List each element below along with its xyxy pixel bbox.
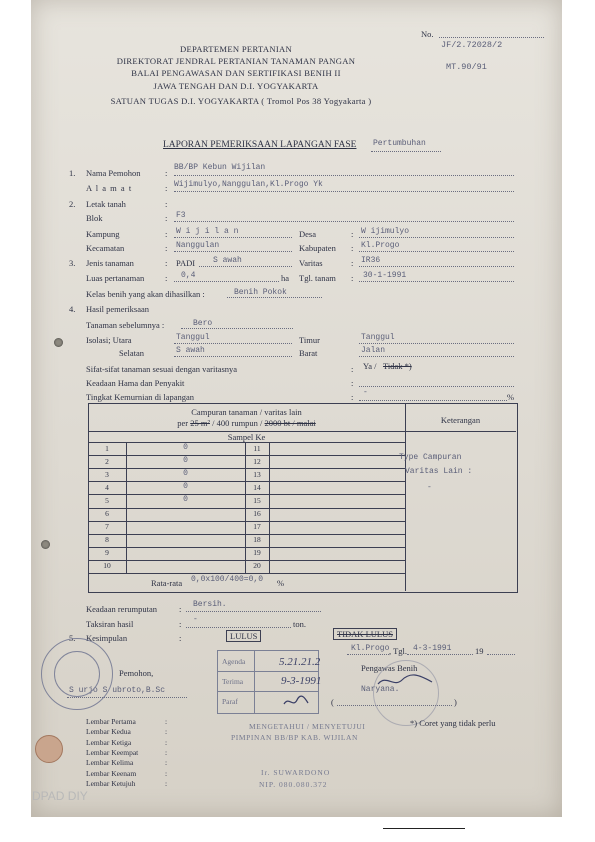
approval-stamp-name: Ir. SUWARDONO [261, 768, 331, 777]
rerumputan-value: Bersih. [193, 600, 227, 609]
timur-value: Tanggul [361, 333, 395, 342]
sifat-ya: Ya / [363, 361, 377, 371]
pemohon-name: S urjo S ubroto,B.Sc [69, 686, 166, 695]
table-row-value: 0 [183, 494, 188, 504]
varitas-value: IR36 [361, 256, 381, 265]
item-number-4: 4. [69, 304, 76, 314]
punch-hole-top [54, 338, 63, 347]
document-page: No. JF/2.72028/2 MT.90/91 DEPARTEMEN PERTANIAN DIREKTORAT JENDRAL PERTANIAN TANAMAN PANGAN BALAI PENGAWASAN DAN SERTIFIKASI BENIH II JAWA TENGAH DAN D.I. YOGYAKARTA SATUAN TUGAS D.I. YOGYAKARTA ( Tromol Pos 38 Yogyakarta ) LAPORAN PEMERIKSAAN LAPANGAN FASE Pertumbuhan 1. Nama Pemohon : BB/BP Kebun Wijilan A l a m a t : Wijimulyo,Nanggulan,Kl.Progo Yk 2. Letak tanah : Blok : F3 Kampung : W i j i l a n Desa : W ijimulyo Kecamatan : Nanggulan Kabupaten : Kl.Progo 3. Jenis tanaman : PADI S awah Varitas : IR36 Luas pertanaman : 0,4 ha Tgl. tanam : 30-1-1991 Kelas benih yang akan dihasilkan : Benih Pokok 4. Hasil pemeriksaan Tanaman sebelumnya : Bero Isolasi; Utara Tanggul Timur Tanggul Selatan S awah Barat Jalan Sifat-sifat tanaman sesuai dengan varitasnya : Ya / Tidak *) Keadaan Hama dan Penyakit : Tingkat Kemurnian di lapangan : - % Campuran tanaman / varitas lain per 25 m² / 400 rumpun / 2000 bt / malai Keterangan Sampel Ke 1 0 2 0 3 0 4 0 5 0 6 7 8 9 10 11 12 13 14 15 16 17 18 19 20 Rata-rata 0,0x100/400=0,0 % Type Campuran Varitas Lain : - Keadaan rerumputan : Bersih. Taksiran hasil : - ton. 5. Kesimpulan : LULUS TIDAK LULUS Kl.Progo , Tgl. 4-3-1991 19 Pengawas Benih Naryana. ( ) Pemohon, S urjo S ubroto,B.Sc Agenda Terima Paraf 5.21.21.2 9-3-1991 MENGETAHUI / MENYETUJUI PIMPINAN BB/BP KAB. WIJILAN Ir. SUWARDONO NIP. 080.080.372 *) Coret yang tidak perlu Lembar Pertama : Lembar Kedua : Lembar Ketiga : Lembar Keempat : Lembar Kelima : Lembar Keenam : Lembar Ketujuh : [31, 0, 562, 817]
table-head-line-2: per 25 m² / 400 rumpun / 2000 bt / malai [177, 418, 316, 428]
item-number-1: 1. [69, 168, 76, 178]
tgl-value: 4-3-1991 [413, 644, 452, 653]
table-row-number: 1 [105, 443, 109, 453]
nama-pemohon-label: Nama Pemohon [86, 168, 141, 178]
paraf-label: Paraf [222, 697, 238, 706]
table-row-number: 5 [105, 495, 109, 505]
year-prefix: 19 [475, 646, 484, 656]
item-number-3: 3. [69, 258, 76, 268]
table-row-value: 0 [183, 468, 188, 478]
rata-rata-label: Rata-rata [151, 578, 183, 588]
header-line-1: DEPARTEMEN PERTANIAN [179, 44, 293, 54]
header-line-2: DIREKTORAT JENDRAL PERTANIAN TANAMAN PANGAN [116, 56, 356, 66]
tgl-tanam-label: Tgl. tanam [299, 273, 336, 283]
lembar-item: Lembar Keenam [86, 768, 137, 778]
keterangan-note-2: Varitas Lain : [405, 467, 473, 476]
varitas-label: Varitas [299, 258, 323, 268]
lembar-colon: : [165, 717, 168, 726]
sifat-tidak: Tidak *) [383, 361, 412, 371]
hama-label: Keadaan Hama dan Penyakit [86, 378, 185, 388]
table-row-number: 17 [253, 522, 261, 532]
letak-tanah-label: Letak tanah [86, 199, 126, 209]
lembar-item: Lembar Pertama [86, 717, 136, 726]
table-row-number: 20 [253, 561, 261, 571]
punch-hole-bottom [41, 540, 50, 549]
kelas-benih-value: Benih Pokok [234, 288, 287, 297]
table-row-number: 19 [253, 548, 261, 558]
lembar-item: Lembar Ketiga [86, 737, 132, 747]
kemurnian-value: - [363, 388, 368, 397]
sifat-label: Sifat-sifat tanaman sesuai dengan varitasnya [86, 364, 238, 374]
blok-value: F3 [176, 211, 186, 220]
jenis-tanaman-prefix: PADI [176, 258, 196, 268]
desa-value: W ijimulyo [361, 227, 410, 236]
header-line-4: JAWA TENGAH DAN D.I. YOGYAKARTA [153, 81, 319, 91]
agenda-label: Agenda [222, 657, 246, 666]
kesimpulan-label: Kesimpulan [86, 633, 128, 643]
selatan-label: Selatan [119, 348, 145, 358]
taksiran-label: Taksiran hasil [86, 619, 134, 629]
lembar-colon: : [165, 747, 168, 757]
round-seal-right [373, 660, 439, 726]
table-row-value: 0 [183, 481, 188, 491]
lembar-colon: : [165, 758, 168, 768]
lembar-colon: : [165, 727, 168, 737]
tanaman-sebelumnya-value: Bero [193, 319, 213, 328]
kampung-label: Kampung [86, 229, 120, 239]
table-head-line-1: Campuran tanaman / varitas lain [191, 407, 302, 417]
lembar-item: Lembar Keempat [86, 747, 139, 757]
lembar-colon: : [165, 768, 168, 778]
tanaman-sebelumnya-label: Tanaman sebelumnya : [86, 320, 165, 330]
table-row-value: 0 [183, 442, 188, 452]
table-row-number: 18 [253, 535, 261, 545]
table-row-number: 12 [253, 456, 261, 466]
kampung-value: W i j i l a n [176, 227, 239, 236]
tgl-label: , Tgl. [389, 646, 408, 656]
table-row-number: 6 [105, 509, 109, 518]
luas-unit: ha [281, 273, 290, 283]
jenis-tanaman-value: S awah [213, 256, 242, 265]
header-line-3: BALAI PENGAWASAN DAN SERTIFIKASI BENIH II [131, 68, 341, 78]
item-number-5: 5. [69, 633, 76, 643]
kabupaten-label: Kabupaten [299, 243, 336, 253]
kemurnian-label: Tingkat Kemurnian di lapangan [86, 392, 195, 402]
place-value: Kl.Progo [351, 644, 390, 653]
item-number-2: 2. [69, 199, 76, 209]
tgl-tanam-value: 30-1-1991 [363, 271, 407, 280]
blok-label: Blok [86, 213, 103, 223]
pemohon-label: Pemohon, [119, 668, 154, 678]
table-row-number: 8 [105, 535, 109, 545]
paraf-signature [281, 694, 311, 708]
report-title: LAPORAN PEMERIKSAAN LAPANGAN FASE [163, 140, 357, 150]
nama-pemohon-value: BB/BP Kebun Wijilan [174, 163, 266, 172]
kelas-benih-label: Kelas benih yang akan dihasilkan : [86, 289, 205, 299]
lembar-item: Lembar Ketujuh [86, 778, 136, 788]
hasil-pemeriksaan-label: Hasil pemeriksaan [86, 304, 150, 314]
luas-value: 0,4 [181, 271, 196, 280]
barat-label: Barat [299, 348, 318, 358]
jenis-tanaman-label: Jenis tanaman [86, 258, 134, 268]
alamat-value: Wijimulyo,Nanggulan,Kl.Progo Yk [174, 180, 323, 189]
pengawas-label: Pengawas Benih [361, 663, 418, 673]
rata-rata-unit: % [277, 578, 285, 588]
emblem-stamp [35, 735, 63, 763]
table-row-number: 7 [105, 522, 109, 532]
approval-stamp-line-2: PIMPINAN BB/BP KAB. WIJILAN [231, 733, 359, 742]
table-row-number: 10 [103, 561, 111, 571]
table-row-number: 15 [253, 495, 261, 505]
table-row-number: 4 [105, 482, 109, 492]
kabupaten-value: Kl.Progo [361, 241, 400, 250]
agenda-value: 5.21.21.2 [279, 656, 321, 668]
barat-value: Jalan [361, 346, 386, 355]
sampel-ke-header: Sampel Ke [227, 432, 266, 442]
rerumputan-label: Keadaan rerumputan [86, 604, 158, 614]
lembar-item: Lembar Kedua [86, 727, 131, 737]
pengawas-signature [376, 672, 436, 690]
terima-value: 9-3-1991 [281, 675, 322, 687]
table-row-number: 9 [105, 548, 109, 558]
header-line-5: SATUAN TUGAS D.I. YOGYAKARTA ( Tromol Pos 38 Yogyakarta ) [110, 96, 372, 106]
round-seal-left [41, 638, 113, 710]
lulus-box: LULUS [226, 630, 261, 642]
kecamatan-value: Nanggulan [176, 241, 220, 250]
coret-note: *) Coret yang tidak perlu [410, 718, 496, 728]
kemurnian-unit: % [507, 392, 515, 402]
keterangan-note-3: - [427, 483, 432, 492]
alamat-label: A l a m a t [86, 183, 133, 193]
lembar-colon: : [165, 778, 168, 788]
table-row-number: 2 [105, 456, 109, 466]
table-row-number: 11 [253, 443, 261, 453]
tidak-lulus-box: TIDAK LULUS [333, 628, 397, 640]
table-row-number: 3 [105, 469, 109, 479]
desa-label: Desa [299, 229, 316, 239]
selatan-value: S awah [176, 346, 205, 355]
utara-value: Tanggul [176, 333, 210, 342]
no-label: No. [421, 29, 434, 39]
terima-label: Terima [222, 677, 244, 686]
table-row-number: 14 [253, 482, 261, 492]
keterangan-header: Keterangan [440, 415, 481, 425]
pengawas-name: Naryana. [361, 685, 400, 694]
timur-label: Timur [299, 335, 320, 345]
footer-line [383, 828, 465, 829]
keterangan-note-1: Type Campuran [399, 453, 462, 462]
watermark: DPAD DIY [32, 789, 88, 803]
table-row-number: 16 [253, 509, 261, 518]
taksiran-value: - [193, 615, 198, 624]
reference-number-1: JF/2.72028/2 [441, 40, 503, 50]
reference-number-2: MT.90/91 [446, 62, 487, 72]
luas-label: Luas pertanaman [86, 273, 145, 283]
approval-stamp-line-1: MENGETAHUI / MENYETUJUI [249, 722, 366, 731]
isolasi-label: Isolasi; Utara [86, 335, 132, 345]
table-row-number: 13 [253, 469, 261, 479]
approval-stamp-nip: NIP. 080.080.372 [259, 780, 328, 789]
lembar-item: Lembar Kelima [86, 758, 134, 768]
table-row-value: 0 [183, 455, 188, 465]
report-phase: Pertumbuhan [373, 139, 426, 148]
taksiran-unit: ton. [293, 619, 306, 629]
kecamatan-label: Kecamatan [86, 243, 125, 253]
lembar-colon: : [165, 737, 168, 747]
rata-rata-value: 0,0x100/400=0,0 [191, 575, 264, 584]
